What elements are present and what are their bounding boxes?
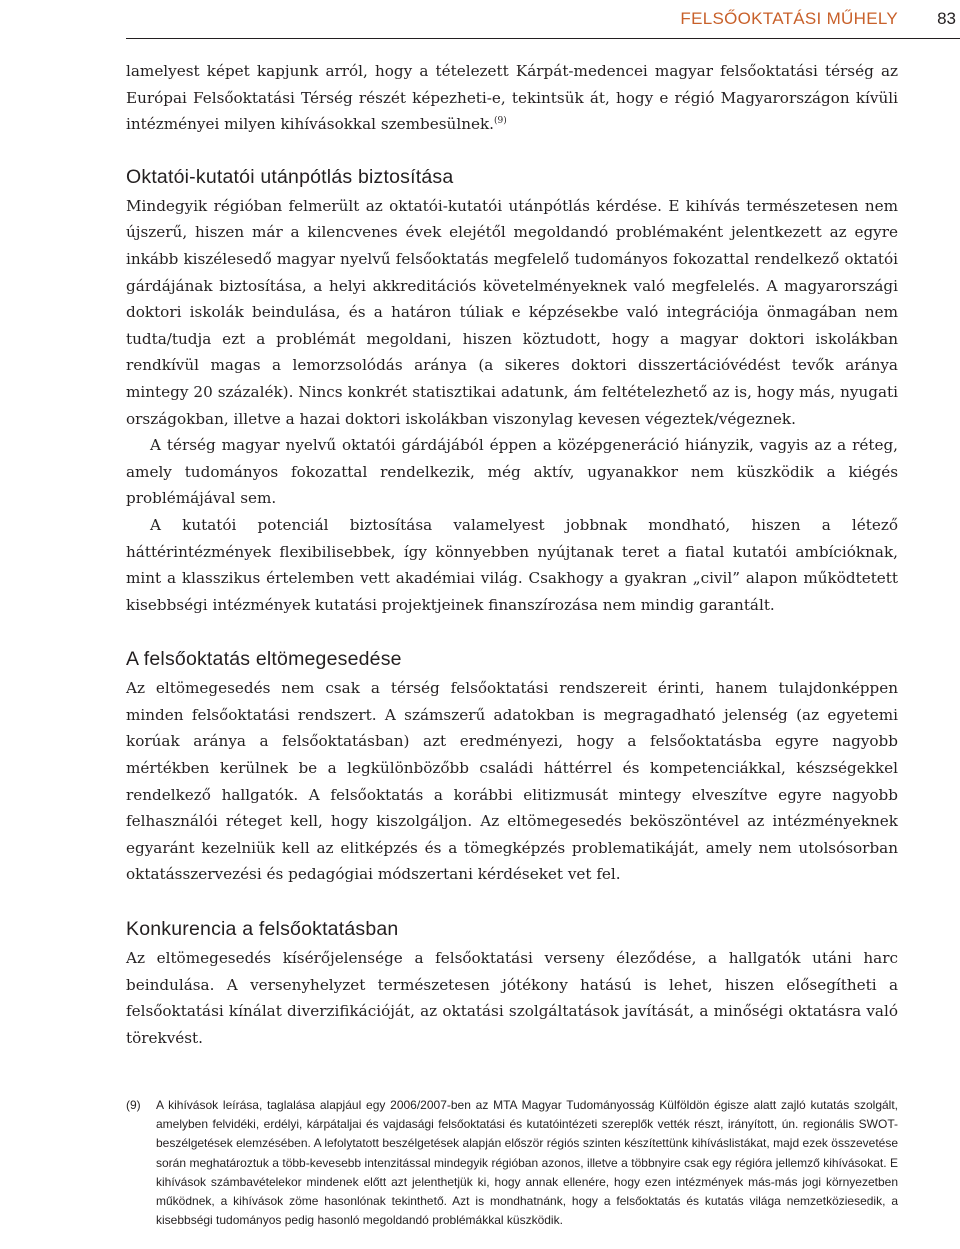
footnote-marker: (9) <box>126 1098 141 1112</box>
footnote <box>126 1096 898 1230</box>
paragraph: Az eltömegesedés nem csak a térség felsőoktatási rendszereit érinti, hanem tulajdonképpen minden felsőoktatási rendszert. A számszerű adatokban is megragadható jelenség (az egyetemi korúak aránya a felsőoktatásban) azt eredményezi, hogy a felsőoktatásba egyre nagyobb mértékben kerülnek be a legkülönbözőbb családi háttérrel és kompetenciákkal, készségekkel rendelkező hallgatók. A felsőoktatás a korábbi elitizmusát mintegy elveszítve egyre nagyobb felhasználói réteget kell, hogy kiszolgáljon. Az eltömegesedés beköszöntével az intézményeknek egyaránt kezelniük kell az elitképzés és a tömegképzés problematikáját, amely nem utolsósorban oktatásszervezési és pedagógiai módszertani kérdéseket vet fel. <box>126 679 898 884</box>
header-rule <box>126 38 960 39</box>
footnote-text: A kihívások leírása, taglalása alapjául egy 2006/2007-ben az MTA Magyar Tudományosság Külföldön égisze alatt zajló kutatás szolgált, amelyben felvidéki, erdélyi, kárpátaljai és vajdasági felsőoktatási és kutatóintézeti szereplők vették részt, irányított, ún. regionális SWOT-beszélgetések elemzésében. A lefolytatott beszélgetések alapján először régiós szinten készítettünk kihíváslistákat, majd ezek összevetése során meghatároztuk a több-kevesebb intenzitással mindegyik régióban azonos, illetve a többnyire csak egy régióra jellemző kihívásokat. E kihívások számbavételekor mindenek előtt azt jelenthetjük ki, hogy annak ellenére, hogy ezen intézmények más-más jogi környezetben működnek, a kihívások zöme hasonlónak tekinthető. Azt is mondhatnánk, hogy a felsőoktatás és kutatás világa nemzetköziesedik, a kisebbségi tudományos pedig hasonló megoldandó problémákkal küszködik. <box>156 1098 898 1228</box>
footnote-reference[interactable]: (9) <box>494 116 507 127</box>
paragraph: Mindegyik régióban felmerült az oktatói-kutatói utánpótlás kérdése. E kihívás természetesen nem újszerű, hiszen már a kilencvenes évek elejétől megoldandó problémaként jelentkezett az egyre inkább kiszélesedő magyar nyelvű felsőoktatás megfelelő tudományos fokozattal rendelkező oktatói gárdájának biztosítása, a helyi akkreditációs követelményeknek való megfelelés. A magyarországi doktori iskolák beindulása, és a határon túliak e képzésekbe való integrációja önmagában nem tudta/tudja ezt a problémát megoldani, hiszen köztudott, hogy a magyar doktori iskolákban rendkívül magas a lemorzsolódás aránya (a sikeres doktori disszertációvédést tevők aránya mintegy 20 százalék). Nincs konkrét statisztikai adatunk, ám feltételezhető az is, hogy más, nyugati országokban, illetve a hazai doktori iskolákban viszonylag kevesen végeztek/végeznek. <box>126 196 898 428</box>
running-header <box>0 0 960 42</box>
running-title: FELSŐOKTATÁSI MŰHELY <box>680 9 898 28</box>
page-number: 83 <box>937 9 956 28</box>
section-heading-eltomegesedes: A felsőoktatás eltömegesedése <box>126 648 402 671</box>
section-heading-utanpotlas: Oktatói-kutatói utánpótlás biztosítása <box>126 165 454 188</box>
intro-paragraph-text: lamelyest képet kapjunk arról, hogy a tételezett Kárpát-medencei magyar felsőoktatási térség az Európai Felsőoktatási Térség részét képezheti-e, tekintsük át, hogy e régió Magyarországon kívüli intézményei milyen kihívásokkal szembesülnek. <box>126 62 898 134</box>
paragraph: A kutatói potenciál biztosítása valamelyest jobbnak mondható, hiszen a létező háttérintézmények flexibilisebbek, így könnyebben nyújtanak teret a fiatal kutatói ambícióknak, mint a klasszikus értelemben vett akadémiai világ. Csakhogy a gyakran „civil” alapon működtetett kisebbségi intézmények kutatási projektjeinek finanszírozása nem mindig garantált. <box>126 515 898 614</box>
paragraph: Az eltömegesedés kísérőjelensége a felsőoktatási verseny éleződése, a hallgatók utáni harc beindulása. A versenyhelyzet természetesen jótékony hatású is lehet, hiszen elősegítheti a felsőoktatási kínálat diverzifikációját, az oktatási szolgáltatások javítását, a minőségi oktatásra való törekvést. <box>126 949 898 1047</box>
article-body <box>126 58 898 1051</box>
section-heading-konkurencia: Konkurencia a felsőoktatásban <box>126 918 399 941</box>
intro-paragraph <box>126 58 898 138</box>
paragraph: A térség magyar nyelvű oktatói gárdájából éppen a középgeneráció hiányzik, vagyis az a réteg, amely tudományos fokozattal rendelkezik, még aktív, ugyanakkor nem küszködik a kiégés problémájával sem. <box>126 436 898 508</box>
